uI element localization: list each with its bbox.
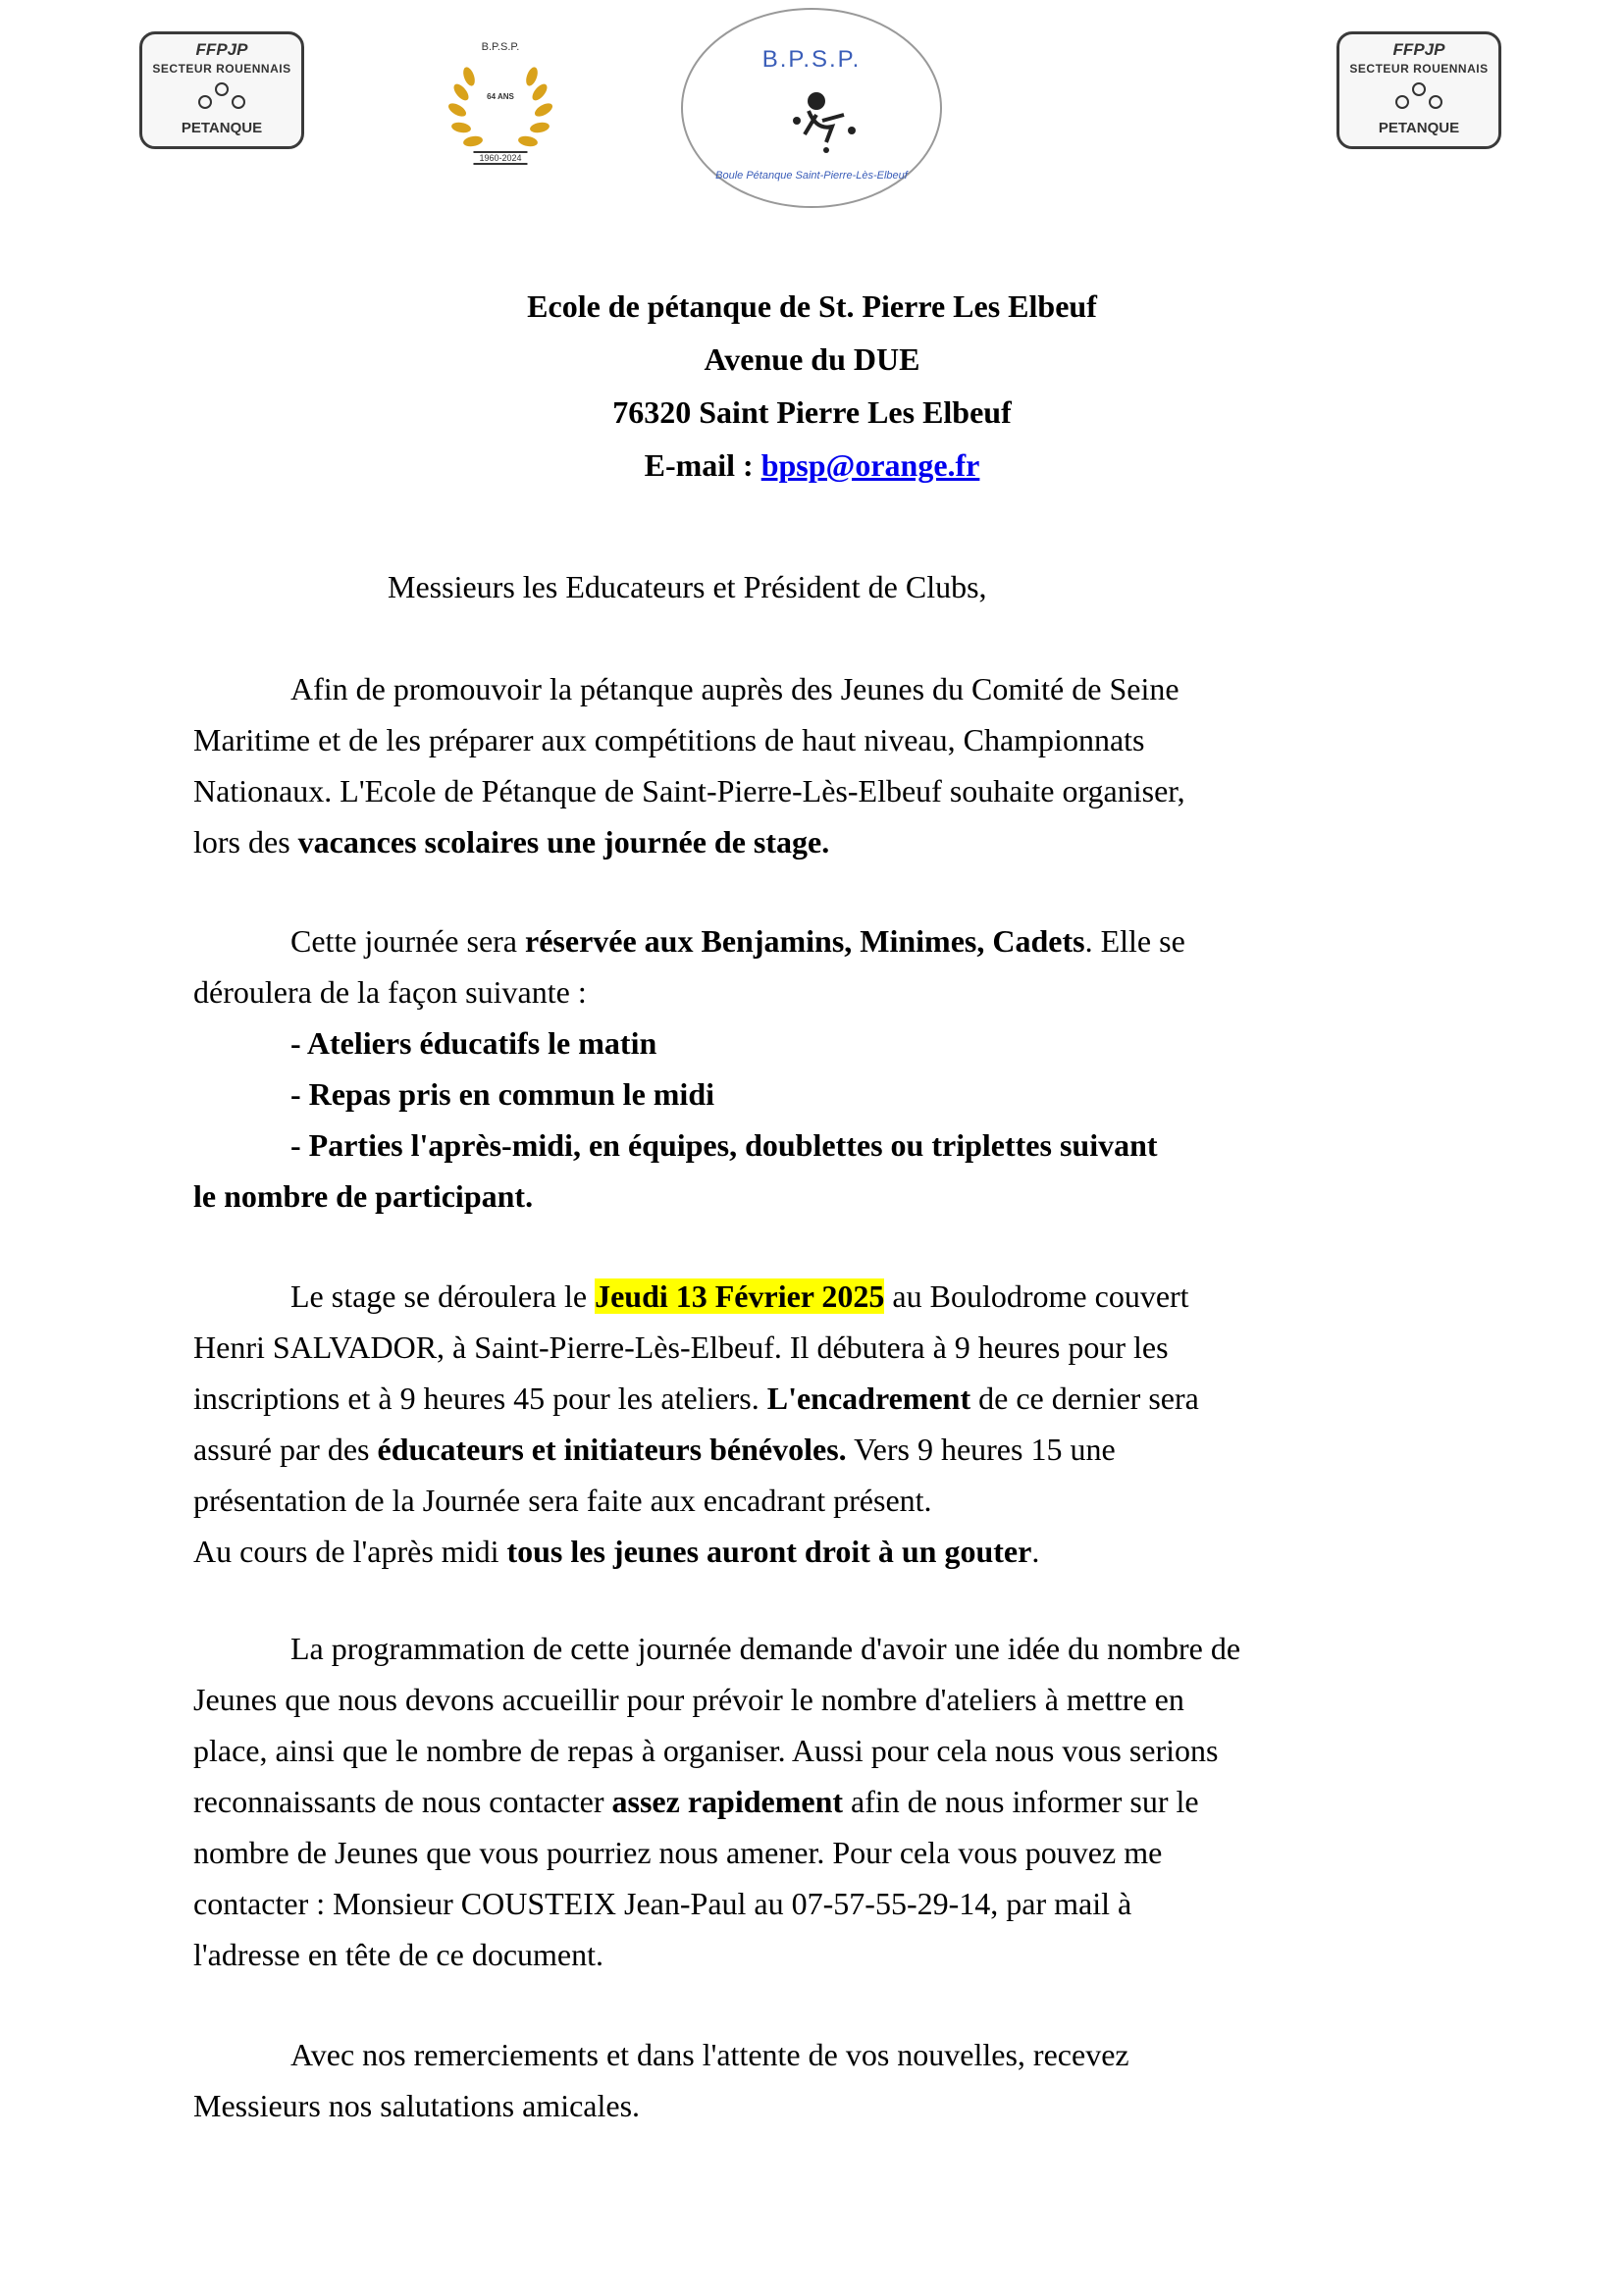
- program-item-lunch: - Repas pris en commun le midi: [290, 1076, 714, 1112]
- bpsp-anniversary-logo: [427, 41, 574, 169]
- oval-logo-subtitle: Boule Pétanque Saint-Pierre-Lès-Elbeuf: [715, 170, 908, 182]
- badge-bottom-text: PETANQUE: [181, 120, 263, 136]
- salutation: Messieurs les Educateurs et Président de Clubs,: [388, 569, 987, 604]
- school-header: [0, 280, 1624, 492]
- text-line: place, ainsi que le nombre de repas à organiser. Aussi pour cela nous vous serions: [193, 1733, 1219, 1768]
- text-span: reconnaissants de nous contacter: [193, 1784, 612, 1819]
- badge-arc-text: SECTEUR ROUENNAIS: [152, 62, 291, 76]
- highlighted-date: Jeudi 13 Février 2025: [595, 1278, 885, 1314]
- text-line: [193, 1373, 1469, 1424]
- program-item-morning: - Ateliers éducatifs le matin: [290, 1025, 657, 1061]
- text-line: Messieurs nos salutations amicales.: [193, 2088, 641, 2123]
- oval-logo-title: B.P.S.P.: [761, 46, 862, 73]
- text-span: afin de nous informer sur le: [843, 1784, 1199, 1819]
- header-school-name: Ecole de pétanque de St. Pierre Les Elbeuf: [527, 288, 1097, 324]
- bold-text: réservée aux Benjamins, Minimes, Cadets: [525, 923, 1085, 959]
- ffpjp-logo-right: [1336, 31, 1501, 149]
- paragraph-contact: [193, 1623, 1469, 1980]
- ffpjp-logo-left: [139, 31, 304, 149]
- text-span: .: [1031, 1534, 1040, 1569]
- text-line: Maritime et de les préparer aux compétitions de haut niveau, Championnats: [193, 722, 1145, 757]
- laurel-title: B.P.S.P.: [481, 41, 520, 53]
- text-span: . Elle se: [1084, 923, 1185, 959]
- badge-title: FFPJP: [1392, 40, 1445, 59]
- text-line: [193, 816, 1469, 867]
- header-street: Avenue du DUE: [704, 341, 920, 377]
- text-line: déroulera de la façon suivante :: [193, 974, 587, 1010]
- program-item-afternoon: - Parties l'après-midi, en équipes, doublettes ou triplettes suivant: [290, 1127, 1158, 1163]
- bold-text: L'encadrement: [766, 1381, 971, 1416]
- email-link[interactable]: bpsp@orange.fr: [760, 447, 980, 483]
- text-line: [193, 915, 1469, 966]
- text-span: inscriptions et à 9 heures 45 pour les ateliers.: [193, 1381, 767, 1416]
- text-line: [193, 1271, 1469, 1322]
- text-line: Jeunes que nous devons accueillir pour prévoir le nombre d'ateliers à mettre en: [193, 1682, 1184, 1717]
- text-line: [193, 1424, 1469, 1475]
- paragraph-intro: [193, 663, 1469, 867]
- text-span: de ce dernier sera: [970, 1381, 1199, 1416]
- email-label: E-mail :: [644, 447, 761, 483]
- text-line: Afin de promouvoir la pétanque auprès des Jeunes du Comité de Seine: [290, 671, 1179, 706]
- text-line: l'adresse en tête de ce document.: [193, 1937, 604, 1972]
- paragraph-audience: [193, 915, 1469, 1222]
- header-email-line: [0, 439, 1624, 492]
- bold-text: éducateurs et initiateurs bénévoles.: [377, 1432, 847, 1467]
- petanque-balls-icon: [1385, 81, 1453, 111]
- text-line: La programmation de cette journée demande d'avoir une idée du nombre de: [290, 1631, 1241, 1666]
- bold-text: assez rapidement: [611, 1784, 844, 1819]
- bold-text: tous les jeunes auront droit à un gouter: [506, 1534, 1032, 1569]
- badge-title: FFPJP: [195, 40, 248, 59]
- program-item-afternoon-cont: le nombre de participant.: [193, 1178, 534, 1214]
- laurel-years: 64 ANS: [487, 92, 514, 101]
- laurel-wreath-icon: [442, 57, 559, 155]
- text-line: Nationaux. L'Ecole de Pétanque de Saint-Pierre-Lès-Elbeuf souhaite organiser,: [193, 773, 1185, 808]
- text-line: nombre de Jeunes que vous pourriez nous amener. Pour cela vous pouvez me: [193, 1835, 1163, 1870]
- text-span: Cette journée sera: [290, 923, 525, 959]
- text-span: lors des: [193, 824, 298, 860]
- badge-arc-text: SECTEUR ROUENNAIS: [1349, 62, 1489, 76]
- text-line: Henri SALVADOR, à Saint-Pierre-Lès-Elbeuf. Il débutera à 9 heures pour les: [193, 1329, 1169, 1365]
- bold-text: vacances scolaires une journée de stage.: [297, 824, 830, 860]
- header-city: 76320 Saint Pierre Les Elbeuf: [612, 394, 1012, 430]
- badge-bottom-text: PETANQUE: [1378, 120, 1460, 136]
- text-line: [193, 1776, 1469, 1827]
- laurel-dates: 1960-2024: [473, 151, 527, 165]
- text-span: Le stage se déroulera le: [290, 1278, 596, 1314]
- text-span: Vers 9 heures 15 une: [846, 1432, 1116, 1467]
- paragraph-details: [193, 1271, 1469, 1577]
- text-span: au Boulodrome couvert: [884, 1278, 1189, 1314]
- text-span: assuré par des: [193, 1432, 378, 1467]
- text-line: Avec nos remerciements et dans l'attente de vos nouvelles, recevez: [290, 2037, 1129, 2072]
- text-line: contacter : Monsieur COUSTEIX Jean-Paul au 07-57-55-29-14, par mail à: [193, 1886, 1132, 1921]
- text-span: Au cours de l'après midi: [193, 1534, 507, 1569]
- text-line: [193, 1526, 1469, 1577]
- petanque-balls-icon: [187, 81, 256, 111]
- paragraph-closing: [193, 2029, 1469, 2131]
- bpsp-club-logo: [679, 5, 944, 211]
- text-line: présentation de la Journée sera faite aux encadrant présent.: [193, 1483, 932, 1518]
